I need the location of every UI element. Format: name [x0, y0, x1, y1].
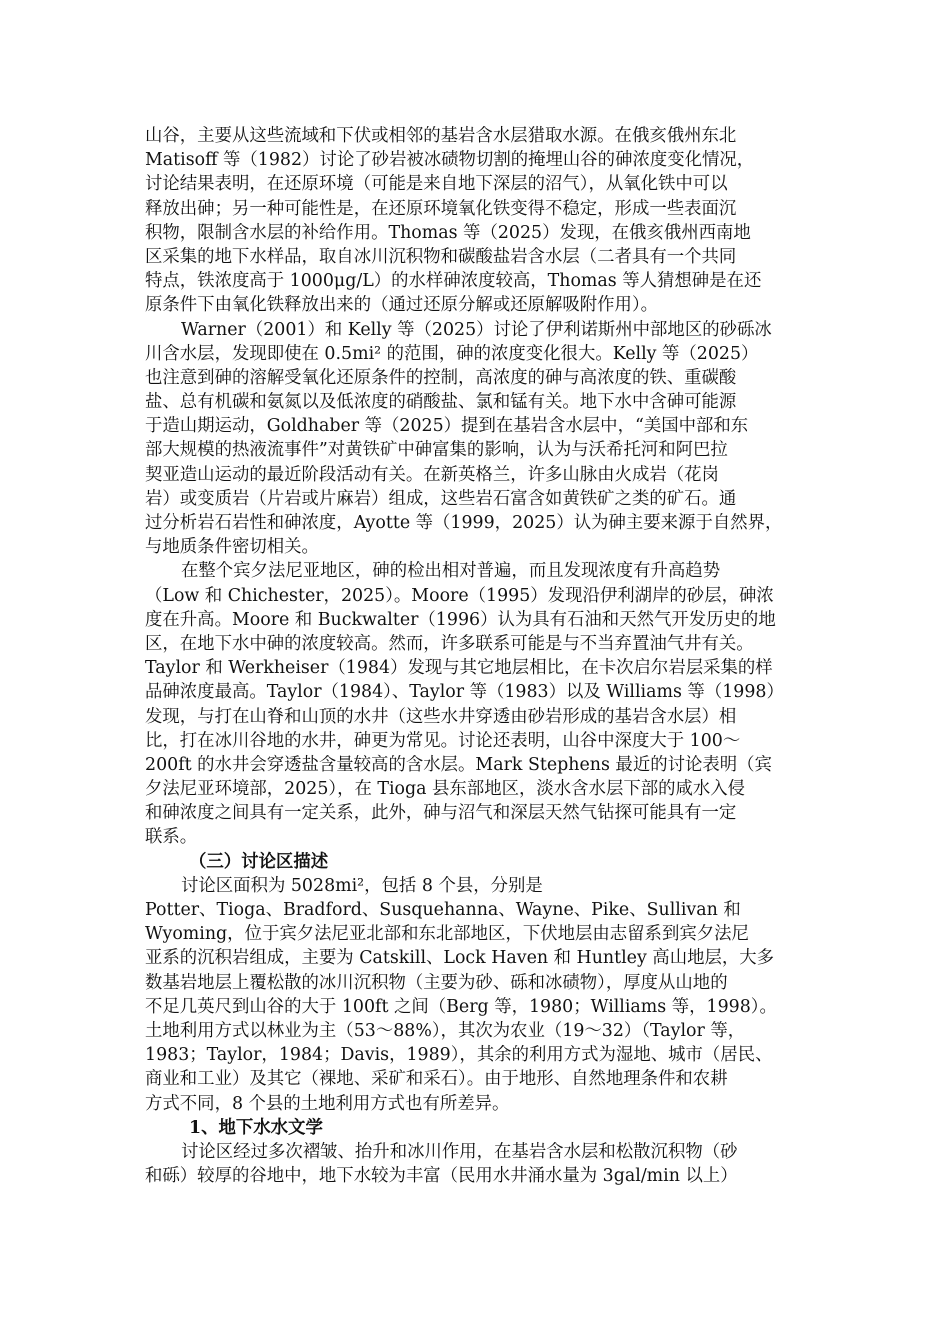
- body-line: 和砾）较厚的谷地中，地下水较为丰富（民用水井涌水量为 3gal/min 以上）: [145, 1166, 738, 1187]
- body-line: 部大规模的热液流事件”对黄铁矿中砷富集的影响，认为与沃希托河和阿巴拉: [145, 440, 728, 461]
- body-line: 方式不同，8 个县的土地利用方式也有所差异。: [145, 1093, 510, 1114]
- body-line: 1983；Taylor，1984；Davis，1989），其余的利用方式为湿地、城市（居民、: [145, 1045, 773, 1066]
- body-line: 数基岩地层上覆松散的冰川沉积物（主要为砂、砾和冰碛物），厚度从山地的: [145, 972, 728, 993]
- body-line: Wyoming，位于宾夕法尼亚北部和东北部地区，下伏地层由志留系到宾夕法尼: [145, 924, 749, 945]
- body-line: （Low 和 Chichester，2025）。Moore（1995）发现沿伊利湖岸的砂层，砷浓: [145, 585, 774, 606]
- body-line: 发现，与打在山脊和山顶的水井（这些水井穿透由砂岩形成的基岩含水层）相: [145, 706, 737, 727]
- body-line: 特点，铁浓度高于 1000μg/L）的水样砷浓度较高，Thomas 等人猜想砷是在还: [145, 271, 762, 292]
- body-line: 商业和工业）及其它（裸地、采矿和采石）。由于地形、自然地理条件和农耕: [145, 1069, 728, 1090]
- body-line: 岩）或变质岩（片岩或片麻岩）组成，这些岩石富含如黄铁矿之类的矿石。通: [145, 488, 737, 509]
- body-line: 盐、总有机碳和氨氮以及低浓度的硝酸盐、氯和锰有关。地下水中含砷可能源: [145, 392, 737, 413]
- body-line: Matisoff 等（1982）讨论了砂岩被冰碛物切割的掩埋山谷的砷浓度变化情况，: [145, 150, 755, 171]
- body-line: 不足几英尺到山谷的大于 100ft 之间（Berg 等，1980；Williams 等，1998）。: [145, 996, 777, 1017]
- body-line: 区采集的地下水样品，取自冰川沉积物和碳酸盐岩含水层（二者具有一个共同: [145, 246, 737, 267]
- body-line: 释放出砷；另一种可能性是，在还原环境氧化铁变得不稳定，形成一些表面沉: [145, 198, 737, 219]
- body-line: 度在升高。Moore 和 Buckwalter（1996）认为具有石油和天然气开发历史的地: [145, 609, 776, 630]
- body-line: 区，在地下水中砷的浓度较高。然而，许多联系可能是与不当弃置油气井有关。: [145, 633, 754, 654]
- body-line: Potter、Tioga、Bradford、Susquehanna、Wayne、Pike、Sullivan 和: [145, 900, 741, 920]
- body-line: 原条件下由氧化铁释放出来的（通过还原分解或还原解吸附作用）。: [145, 295, 659, 316]
- body-line: 川含水层，发现即使在 0.5mi² 的范围，砷的浓度变化很大。Kelly 等（2025）: [145, 343, 759, 364]
- paragraph-first-line: 讨论区经过多次褶皱、抬升和冰川作用，在基岩含水层和松散沉积物（砂: [181, 1141, 738, 1162]
- body-line: 讨论结果表明，在还原环境（可能是来自地下深层的沼气），从氧化铁中可以: [145, 174, 728, 195]
- body-line: 联系。: [145, 827, 198, 848]
- subsection-heading: 1、地下水水文学: [189, 1117, 323, 1138]
- body-line: 积物，限制含水层的补给作用。Thomas 等（2025）发现，在俄亥俄州西南地: [145, 222, 751, 243]
- body-line: 比，打在冰川谷地的水井，砷更为常见。讨论还表明，山谷中深度大于 100～: [145, 730, 741, 751]
- body-line: 土地利用方式以林业为主（53～88%），其次为农业（19～32）（Taylor 等，: [145, 1020, 746, 1041]
- body-line: 亚系的沉积岩组成，主要为 Catskill、Lock Haven 和 Huntley 高山地层，大多: [145, 948, 775, 969]
- section-heading: （三）讨论区描述: [189, 851, 329, 872]
- paragraph-first-line: Warner（2001）和 Kelly 等（2025）讨论了伊利诺斯州中部地区的砂砾冰: [181, 319, 772, 340]
- body-line: 也注意到砷的溶解受氧化还原条件的控制，高浓度的砷与高浓度的铁、重碳酸: [145, 367, 737, 388]
- body-line: 与地质条件密切相关。: [145, 537, 319, 558]
- body-line: 品砷浓度最高。Taylor（1984）、Taylor 等（1983）以及 Williams 等（1998）: [145, 682, 784, 703]
- body-line: 夕法尼亚环境部，2025），在 Tioga 县东部地区，淡水含水层下部的咸水入侵: [145, 779, 746, 800]
- body-line: 和砷浓度之间具有一定关系，此外，砷与沼气和深层天然气钻探可能具有一定: [145, 803, 737, 824]
- body-line: 200ft 的水井会穿透盐含量较高的含水层。Mark Stephens 最近的讨论表明（宾: [145, 754, 772, 775]
- body-line: 过分析岩石岩性和砷浓度，Ayotte 等（1999，2025）认为砷主要来源于自然界，: [145, 513, 783, 533]
- body-line: 于造山期运动，Goldhaber 等（2025）提到在基岩含水层中，“美国中部和东: [145, 416, 749, 437]
- paragraph-first-line: 在整个宾夕法尼亚地区，砷的检出相对普遍，而且发现浓度有升高趋势: [181, 561, 721, 582]
- paragraph-first-line: 讨论区面积为 5028mi²，包括 8 个县，分别是: [181, 875, 543, 896]
- body-line: 契亚造山运动的最近阶段活动有关。在新英格兰，许多山脉由火成岩（花岗: [145, 464, 719, 485]
- body-line: 山谷，主要从这些流域和下伏或相邻的基岩含水层猎取水源。在俄亥俄州东北: [145, 126, 737, 146]
- body-line: Taylor 和 Werkheiser（1984）发现与其它地层相比，在卡次启尔岩层采集的样: [145, 658, 773, 679]
- document-body: [145, 124, 821, 1188]
